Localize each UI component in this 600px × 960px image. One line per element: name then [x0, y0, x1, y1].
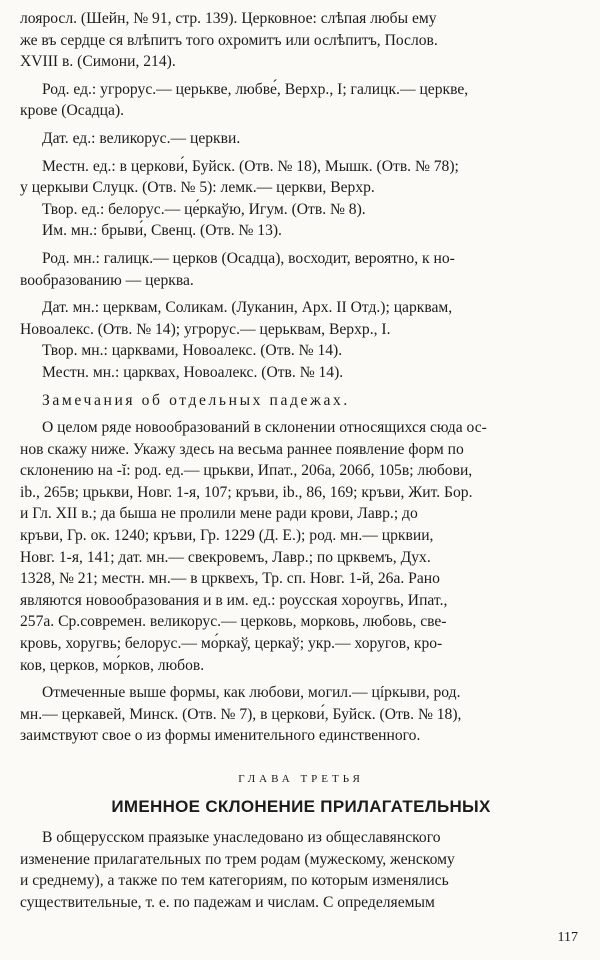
page-number: 117	[557, 930, 578, 945]
paragraph-line: изменение прилагательных по трем родам (мужескому, женскому	[20, 850, 455, 868]
paragraph-line: и Гл. XII в.; да быша не пролили мене ради крови, Лавр.; до	[20, 505, 418, 523]
paragraph-adjectives	[20, 827, 582, 913]
section-subheading: Замечания об отдельных падежах.	[42, 391, 350, 409]
paragraph-line: заимствуют свое о из формы именительного единственного.	[20, 727, 421, 745]
paragraph-line: существительные, т. е. по падежам и числам. С определяемым	[20, 893, 435, 911]
case-entry-tvor-mn: Твор. мн.: царквами, Новоалекс. (Отв. № 14).	[42, 342, 343, 360]
paragraph-line: кръви, Гр. ок. 1240; кръви, Гр. 1229 (Д. Е.); род. мн.— црквии,	[20, 527, 434, 545]
paragraph-line: 257а. Ср.современ. великорус.— церковь, морковь, любовь, све-	[20, 613, 447, 631]
text-line: XVIII в. (Симони, 214).	[20, 53, 176, 71]
text-line: лояросл. (Шейн, № 91, стр. 139). Церковное: слѣпая любы ему	[20, 10, 437, 27]
chapter-title: ИМЕННОЕ СКЛОНЕНИЕ ПРИЛАГАТЕЛЬНЫХ	[111, 797, 491, 816]
case-entry-rod-mn-cont: вообразованию — церква.	[20, 271, 194, 289]
paragraph-line: Отмеченные выше формы, как любови, могил.— цíркыви, род.	[42, 684, 461, 702]
case-entry-dat-ed: Дат. ед.: великорус.— церкви.	[42, 129, 241, 147]
paragraph-line: кровь, хоругвь; белорус.— мо́ркаў, церкаў; укр.— хоругов, кро-	[20, 635, 443, 653]
paragraph-line: и среднему), а также по тем категориям, по которым изменялись	[20, 872, 449, 890]
case-entry-rod-ed: Род. ед.: угрорус.— церькве, любве́, Верхр., I; галицк.— церкве,	[42, 80, 469, 98]
case-entry-im-mn: Им. мн.: брыви́, Свенц. (Отв. № 13).	[42, 222, 282, 240]
case-entry-dat-mn: Дат. мн.: церквам, Соликам. (Луканин, Арх. II Отд.); царквам,	[42, 299, 453, 317]
case-entry-tvor-ed: Твор. ед.: белорус.— це́ркаўю, Игум. (Отв. № 8).	[42, 200, 366, 218]
paragraph-line: В общерусском праязыке унаследовано из общеславянского	[42, 829, 441, 846]
case-entry-mestn-ed-cont: у церкыви Слуцк. (Отв. № 5): лемк.— церкви, Верхр.	[20, 179, 375, 197]
paragraph-line: ков, церков, мо́рков, любов.	[20, 656, 205, 674]
case-entry-rod-ed-cont: крове (Осадца).	[20, 102, 125, 120]
case-entry-rod-mn: Род. мн.: галицк.— церков (Осадца), восходит, вероятно, к но-	[42, 249, 455, 267]
paragraph-line: являются новообразования и в им. ед.: роусская хороугвь, Ипат.,	[20, 591, 448, 609]
case-entry-mestn-ed: Местн. ед.: в церкови́, Буйск. (Отв. № 18), Мышк. (Отв. № 78);	[42, 157, 459, 175]
paragraph-line: нов скажу ниже. Укажу здесь на весьма раннее появление форм по	[20, 440, 464, 458]
paragraph-line: ib., 265в; црькви, Новг. 1-я, 107; кръви, ib., 86, 169; кръви, Жит. Бор.	[20, 483, 473, 501]
chapter-label: ГЛАВА ТРЕТЬЯ	[238, 773, 364, 785]
paragraph-new-formations	[20, 417, 582, 676]
paragraph-line: мн.— церкавей, Минск. (Отв. № 7), в церкови́, Буйск. (Отв. № 18),	[20, 705, 462, 723]
paragraph-line: Новг. 1-я, 141; дат. мн.— свекровемъ, Лавр.; по црквемъ, Дух.	[20, 548, 431, 566]
text-line: же въ сердце ся влѣпитъ того охромитъ или ослѣпитъ, Послов.	[20, 31, 438, 49]
paragraph-line: О целом ряде новообразований в склонении относящихся сюда ос-	[42, 419, 487, 437]
case-entry-mestn-mn: Местн. мн.: царквах, Новоалекс. (Отв. № 14).	[42, 363, 344, 381]
case-entry-dat-mn-cont: Новоалекс. (Отв. № 14); угрорус.— церьквам, Верхр., I.	[20, 320, 391, 338]
paragraph-line: 1328, № 21; местн. мн.— в црквехъ, Тр. сп. Новг. 1-й, 26а. Рано	[20, 570, 440, 588]
paragraph-borrowed-o	[20, 682, 582, 747]
paragraph-line: склонению на -ĭ: род. ед.— црькви, Ипат., 206а, 206б, 105в; любови,	[20, 462, 473, 480]
